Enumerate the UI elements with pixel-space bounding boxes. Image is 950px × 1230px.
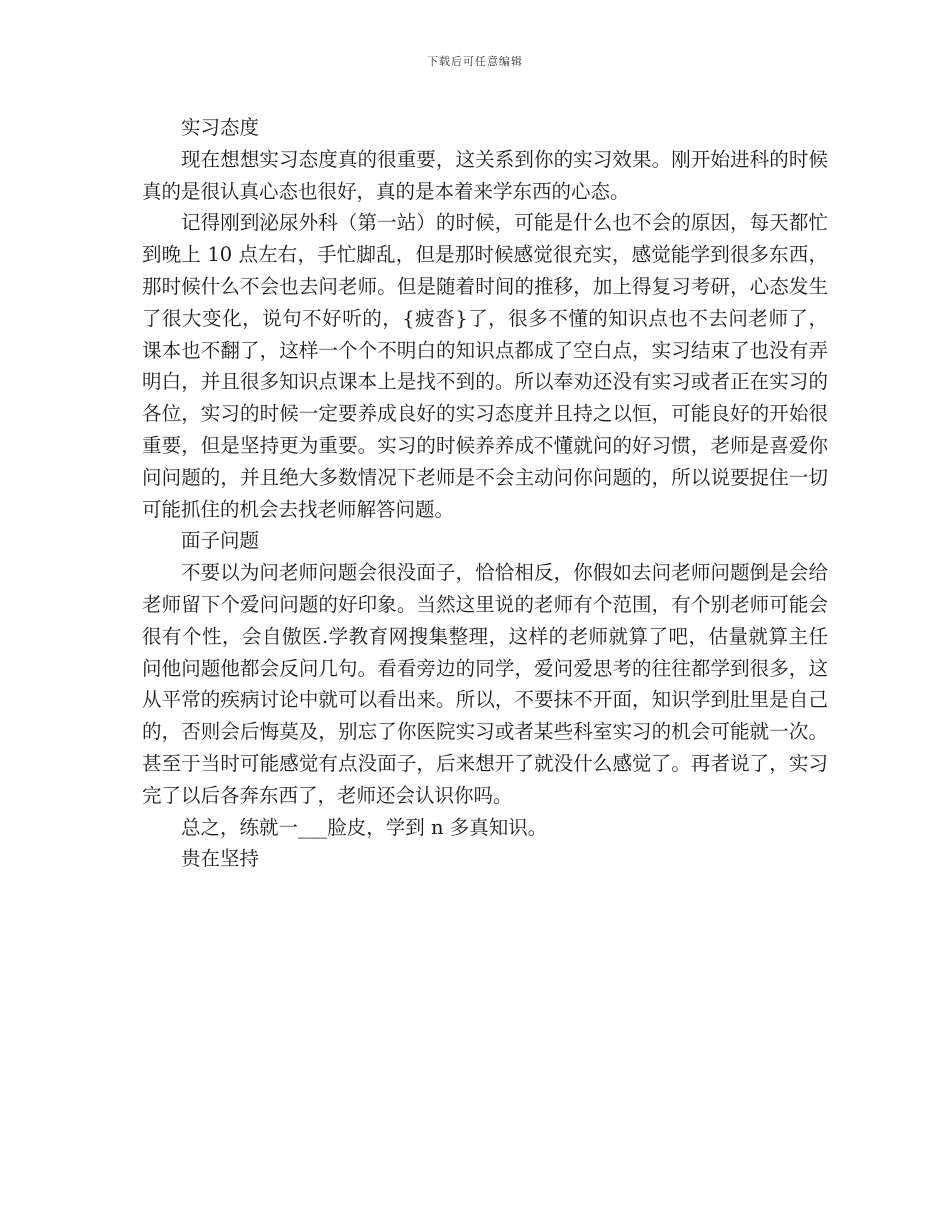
- paragraph-attitude-experience: 记得刚到泌尿外科（第一站）的时候，可能是什么也不会的原因，每天都忙到晚上 10 点左右，手忙脚乱，但是那时候感觉很充实，感觉能学到很多东西，那时候什么不会也去问老师。但是随着时间的推移，加上得复习考研，心态发生了很大变化，说句不好听的，{疲沓}了，很多不懂的知识点也不去问老师了，课本也不翻了，这样一个个不明白的知识点都成了空白点，实习结束了也没有弄明白，并且很多知识点课本上是找不到的。所以奉劝还没有实习或者正在实习的各位，实习的时候一定要养成良好的实习态度并且持之以恒，可能良好的开始很重要，但是坚持更为重要。实习的时候养养成不懂就问的好习惯，老师是喜爱你问问题的，并且绝大多数情况下老师是不会主动问你问题的，所以说要捉住一切可能抓住的机会去找老师解答问题。: [142, 211, 828, 521]
- paragraph-face-body: 不要以为问老师问题会很没面子，恰恰相反，你假如去问老师问题倒是会给老师留下个爱问问题的好印象。当然这里说的老师有个范围，有个别老师可能会很有个性，会自傲医.学教育网搜集整理，这样的老师就算了吧，估量就算主任问他问题他都会反问几句。看看旁边的同学，爱问爱思考的往往都学到很多，这从平常的疾病讨论中就可以看出来。所以，不要抹不开面，知识学到肚里是自己的，否则会后悔莫及，别忘了你医院实习或者某些科室实习的机会可能就一次。甚至于当时可能感觉有点没面子，后来想开了就没什么感觉了。再者说了，实习完了以后各奔东西了，老师还会认识你吗。: [142, 561, 828, 807]
- section-heading-attitude: 实习态度: [181, 116, 260, 139]
- paragraph-face-summary: 总之，练就一___脸皮，学到 n 多真知识。: [181, 815, 548, 839]
- document-body: [142, 112, 828, 875]
- section-heading-face: 面子问题: [181, 529, 260, 553]
- page-header-note: 下载后可任意编辑: [427, 55, 523, 68]
- paragraph-attitude-intro: 现在想想实习态度真的很重要，这关系到你的实习效果。刚开始进科的时候真的是很认真心态也很好，真的是本着来学东西的心态。: [142, 147, 828, 203]
- section-heading-persistence: 贵在坚持: [181, 847, 260, 871]
